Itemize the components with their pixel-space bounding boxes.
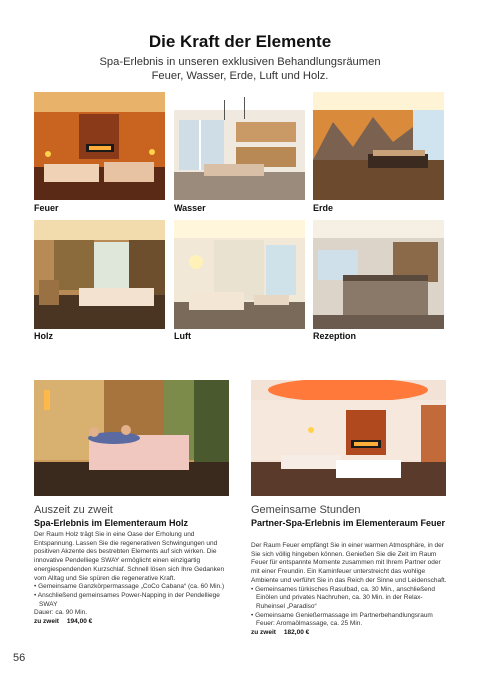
left-body <box>34 531 230 627</box>
right-bullet: • Gemeinsames türkisches Rasulbad, ca. 30 Min., anschließend Einölen und privates Nachruhen, ca. 30 Min. in der Relax-Ruheinsel „Paradiso“ <box>251 586 447 612</box>
left-bullet: • Anschließend gemeinsames Power-Napping in der Pendelliege SWAY <box>34 592 230 609</box>
right-heading: Gemeinsame Stunden <box>251 504 361 516</box>
caption-rezeption: Rezeption <box>313 331 357 341</box>
caption-luft: Luft <box>174 331 191 341</box>
caption-erde: Erde <box>313 203 334 213</box>
photo-erde <box>313 92 444 200</box>
photo-holz <box>34 220 165 329</box>
left-price-value: 194,00 € <box>66 618 93 626</box>
left-bullet-list <box>34 583 230 609</box>
page-subtitle <box>60 55 420 83</box>
right-subheading: Partner-Spa-Erlebnis im Elementeraum Feuer <box>251 518 446 528</box>
left-paragraph: Der Raum Holz trägt Sie in eine Oase der Erholung und Entspannung. Lassen Sie die regenerativen Schwingungen und positiven Akzente des bestrebten Elements auf sich wirken. Die innovative Pendelliege SWAY ermöglicht einen einzigartig energiespendenden Kurzschlaf. Schnell lösen sich Ihre Gedanken vom Alltag und Sie spüren die regenerative Kraft. <box>34 531 225 582</box>
subtitle-line-2: Feuer, Wasser, Erde, Luft und Holz. <box>151 70 329 82</box>
photo-rezeption <box>313 220 444 329</box>
left-price <box>34 618 230 627</box>
right-paragraph: Der Raum Feuer empfängt Sie in einer warmen Atmosphäre, in der Sie sich völlig hingeben können. Genießen Sie die Zeit im Raum Feuer für entspannte Momente zusammen mit Ihrem Partner oder mit einer Freundin. Ein Kaminfeuer unterstreicht das wohlige Ambiente und verführt Sie in das Reich der Sinne und Leidenschaft. <box>251 542 447 584</box>
left-duration: Dauer: ca. 90 Min. <box>34 609 88 617</box>
photo-gemeinsame-feuer <box>251 380 446 496</box>
right-price-label: zu zweit <box>251 629 276 637</box>
right-bullet: • Gemeinsame Genießermassage im Partnerbehandlungsraum Feuer: Aromaölmassage, ca. 25 Min. <box>251 612 447 629</box>
right-body <box>251 542 447 638</box>
left-price-label: zu zweit <box>34 618 59 626</box>
photo-feuer <box>34 92 165 200</box>
page-number: 56 <box>13 652 26 664</box>
subtitle-line-1: Spa-Erlebnis in unseren exklusiven Behandlungsräumen <box>99 56 381 68</box>
left-heading: Auszeit zu zweit <box>34 504 113 516</box>
photo-wasser <box>174 92 305 200</box>
left-subheading: Spa-Erlebnis im Elementeraum Holz <box>34 518 189 528</box>
caption-wasser: Wasser <box>174 203 206 213</box>
left-bullet: • Gemeinsame Ganzkörpermassage „CoCo Cabana“ (ca. 60 Min.) <box>34 583 230 592</box>
photo-luft <box>174 220 305 329</box>
page-title: Die Kraft der Elemente <box>148 32 332 51</box>
right-bullet-list <box>251 586 447 630</box>
caption-feuer: Feuer <box>34 203 59 213</box>
caption-holz: Holz <box>34 331 53 341</box>
right-price <box>251 629 447 638</box>
photo-auszeit-holz <box>34 380 229 496</box>
right-price-value: 182,00 € <box>283 629 310 637</box>
